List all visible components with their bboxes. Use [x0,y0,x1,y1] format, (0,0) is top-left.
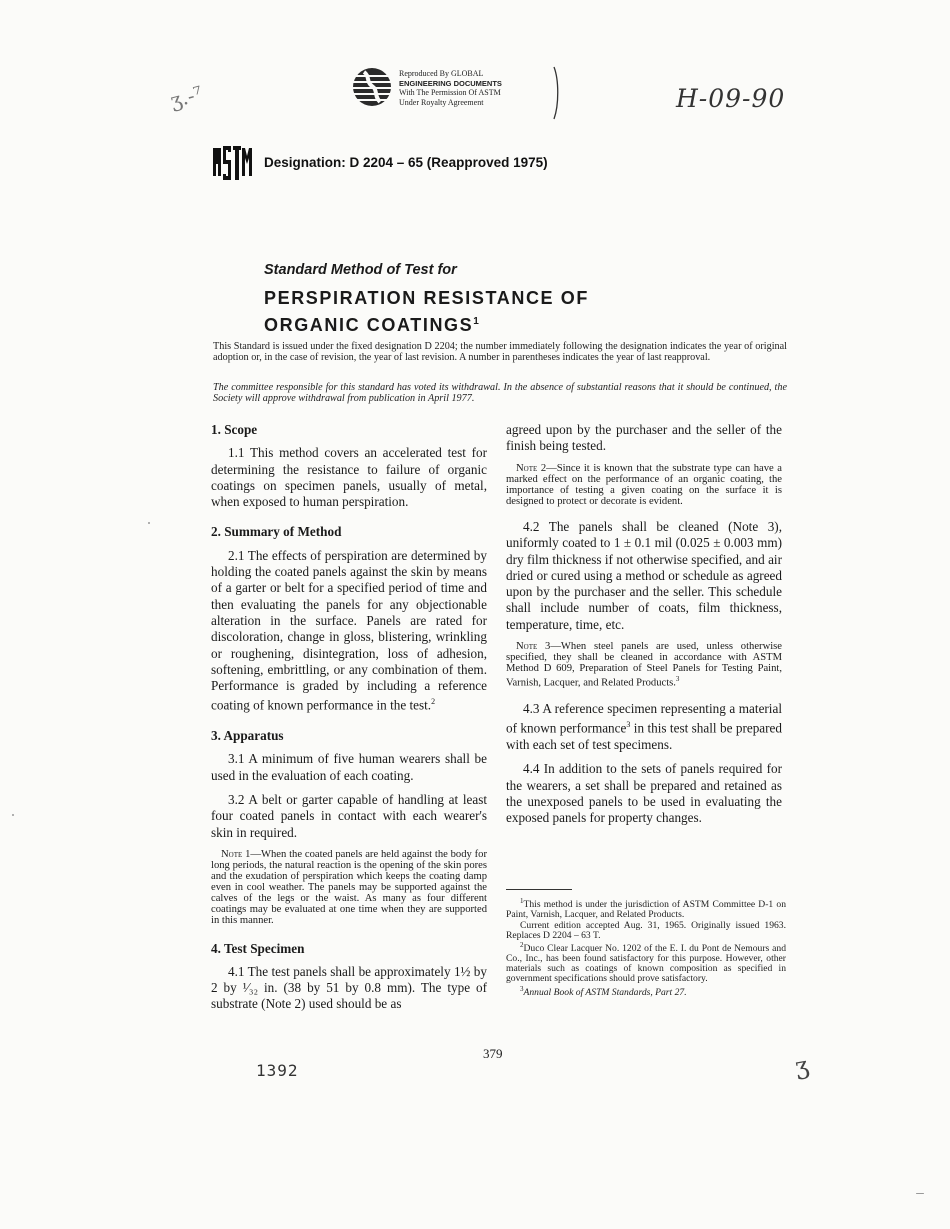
right-column [506,422,782,834]
paragraph-4-3: 4.3 A reference specimen representing a material of known performance$^3$ in this test shall be prepared with each set of test specimens. [506,700,782,752]
scan-speck [12,814,14,816]
scan-speck [916,1193,924,1194]
note-3: Note 3—When steel panels are used, unless otherwise specified, they shall be cleaned in accordance with ASTM Method D 609, Preparation of Steel Panels for Testing Paint, Varnish, Lacquer, and Related Products.$^3$ [506,641,782,689]
note-2: Note 2—Since it is known that the substrate type can have a marked effect on the performance of an organic coating, the importance of testing a given coating on the surface it is designed to protect or decorate is evident. [506,462,783,507]
footnote-1: $^1$This method is under the jurisdiction of ASTM Committee D-1 on Paint, Varnish, Lacquer, and Related Products. [506,897,786,920]
scan-speck [148,522,150,524]
note-1: Note 1—When the coated panels are held against the body for long periods, the natural reaction is the opening of the skin pores and the exudation of perspiration which keeps the coating damp even in cool weather. The panels may be supported against the calves of the legs or the waist. As many as four different coatings may be evaluated at one time when they are supported in this manner. [211,848,487,927]
section-heading-scope: 1. Scope [211,422,258,437]
title-line-1: PERSPIRATION RESISTANCE OF [264,288,589,308]
reproduction-notice [399,69,502,107]
committee-note: The committee responsible for this standard has voted its withdrawal. In the absence of substantial reasons that it should be continued, the Society will approve withdrawal from publication in April 1977. [213,382,787,404]
paragraph-1-1: 1.1 This method covers an accelerated test for determining the resistance to failure of organic coatings on specimen panels, usually of metal, when exposed to human perspiration. [211,445,487,510]
issue-note: This Standard is issued under the fixed designation D 2204; the number immediately following the designation indicates the year of original adoption or, in the case of revision, the year of last revision. A number in parentheses indicates the year of last reapproval. [213,341,787,363]
left-column [211,422,487,1021]
bracket-mark [552,65,562,121]
footnote-3: $^3$Annual Book of ASTM Standards, Part 27. [520,984,687,998]
repro-line: Reproduced By GLOBAL [399,69,484,78]
section-heading-apparatus: 3. Apparatus [211,728,284,744]
footnotes [506,897,786,999]
handwritten-number: 1392 [256,1061,299,1080]
title-prefix: Standard Method of Test for [264,262,457,278]
handwritten-code: H-09-90 [676,84,786,113]
handwritten-corner-mark-right: ʒ [792,1051,811,1081]
page-number: 379 [483,1046,503,1061]
footnote-divider [506,889,572,890]
footnote-ref: 1 [473,316,479,327]
paragraph-2-1: 2.1 The effects of perspiration are determined by holding the coated panels against the skin by means of a garter or belt for a specified period of time and then evaluating the panels for any objectionable alteration in the surface. Panels are rated for discoloration, change in gloss, blistering, wrinkling or roughening, disintegration, loss of adhesion, softening, embrittling, or any combination of them. Performance is graded by including a reference coating of known performance in the test.$^2$ [211,547,487,713]
paragraph-4-1: 4.1 The test panels shall be approximately 1½ by 2 by ¹⁄₃₂ in. (38 by 51 by 0.8 mm). The type of substrate (Note 2) used should be as [211,963,487,1012]
section-heading-specimen: 4. Test Specimen [211,940,305,956]
page-title [264,286,589,337]
section-heading-summary: 2. Summary of Method [211,524,342,540]
paragraph-4-4: 4.4 In addition to the sets of panels required for the wearers, a set shall be prepared and retained as the unexposed panels to be used in evaluating the exposed panels for property changes. [506,761,782,826]
paragraph-4-2: 4.2 The panels shall be cleaned (Note 3), uniformly coated to 1 ± 0.1 mil (0.025 ± 0.003 mm) dry film thickness if not otherwise specified, and air dried or cured using a method or schedule as agreed upon by the purchaser and the seller. This schedule shall include number of coats, film thickness, temperature, time, etc. [506,518,782,632]
title-line-2: ORGANIC COATINGS$^1$ [264,315,479,335]
repro-line: Under Royalty Agreement [399,97,484,107]
paragraph-3-2: 3.2 A belt or garter capable of handling at least four coated panels in contact with each wearer's skin in required. [211,792,487,840]
designation: Designation: D 2204 – 65 (Reapproved 1975) [264,155,548,170]
handwritten-corner-mark: ʒ.-⁷ [167,81,205,113]
astm-logo-icon [211,144,255,184]
paragraph-4-1-continued: agreed upon by the purchaser and the seller of the finish being tested. [506,422,782,454]
repro-line: ENGINEERING DOCUMENTS [399,78,502,88]
repro-line: With The Permission Of ASTM [399,88,501,97]
footnote-1b: Current edition accepted Aug. 31, 1965. Originally issued 1963. Replaces D 2204 – 63 T. [506,919,786,941]
globe-logo-icon [352,66,392,108]
footnote-2: $^2$Duco Clear Lacquer No. 1202 of the E. I. du Pont de Nemours and Co., Inc., has been found satisfactory for this purpose. However, other materials such as coatings of known composition as specified in government specifications should prove satisfactory. [506,941,786,984]
paragraph-3-1: 3.1 A minimum of five human wearers shall be used in the evaluation of each coating. [211,751,487,783]
